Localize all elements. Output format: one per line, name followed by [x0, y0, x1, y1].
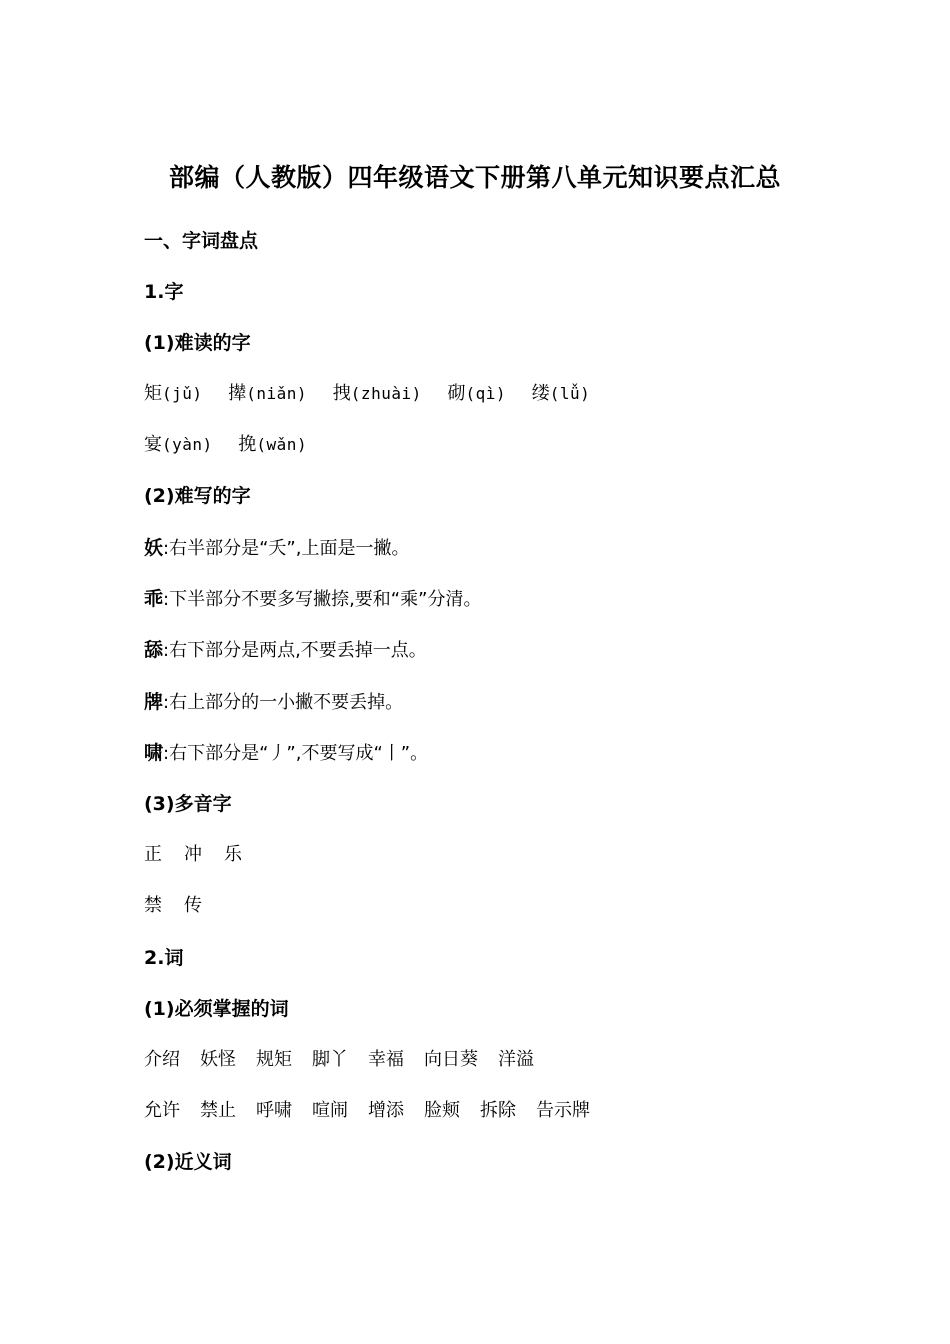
pinyin-item: 缕(lǚ) [531, 383, 591, 404]
heading-difficult-to-read: (1)难读的字 [144, 332, 251, 354]
word-item: 允许 [144, 1100, 180, 1121]
word-item: 脸颊 [424, 1100, 460, 1121]
document-title: 部编（人教版）四年级语文下册第八单元知识要点汇总 [168, 163, 781, 192]
word-item: 幸福 [368, 1049, 404, 1070]
word-item: 呼啸 [256, 1100, 292, 1121]
word-item: 拆除 [480, 1100, 516, 1121]
section-heading-word-review: 一、字词盘点 [144, 230, 259, 252]
word-item: 喧闹 [312, 1100, 348, 1121]
word-item: 介绍 [144, 1049, 180, 1070]
difficult-read-row-2 [144, 431, 307, 459]
heading-polyphonic: (3)多音字 [144, 793, 232, 815]
difficult-write-item: 啸:右下部分是“丿”,不要写成“丨”。 [144, 742, 429, 764]
word-item: 规矩 [256, 1049, 292, 1070]
word-item: 妖怪 [200, 1049, 236, 1070]
difficult-read-row-1 [144, 380, 590, 408]
word-item: 洋溢 [498, 1049, 534, 1070]
pinyin-item: 矩(jǔ) [144, 383, 203, 404]
difficult-write-item: 妖:右半部分是“夭”,上面是一撇。 [144, 537, 410, 559]
word-item: 禁止 [200, 1100, 236, 1121]
pinyin-item: 砌(qì) [447, 383, 506, 404]
must-master-row-2 [144, 1097, 590, 1125]
pinyin-item: 宴(yàn) [144, 434, 213, 455]
heading-difficult-to-write: (2)难写的字 [144, 485, 251, 507]
difficult-write-item: 舔:右下部分是两点,不要丢掉一点。 [144, 639, 427, 661]
pinyin-item: 撵(niǎn) [228, 383, 308, 404]
polyphonic-row-1: 正 冲 乐 [144, 844, 242, 865]
word-item: 告示牌 [536, 1100, 590, 1121]
subsection-characters: 1.字 [144, 281, 184, 303]
word-item: 向日葵 [424, 1049, 478, 1070]
heading-must-master: (1)必须掌握的词 [144, 998, 289, 1020]
pinyin-item: 挽(wǎn) [238, 434, 308, 455]
heading-synonyms: (2)近义词 [144, 1151, 232, 1173]
pinyin-item: 拽(zhuài) [332, 383, 422, 404]
difficult-write-item: 牌:右上部分的一小撇不要丢掉。 [144, 691, 404, 713]
subsection-words: 2.词 [144, 947, 184, 969]
word-item: 增添 [368, 1100, 404, 1121]
must-master-row-1 [144, 1046, 534, 1074]
polyphonic-row-2: 禁 传 [144, 895, 202, 916]
difficult-write-item: 乖:下半部分不要多写撇捺,要和“乘”分清。 [144, 588, 482, 610]
word-item: 脚丫 [312, 1049, 348, 1070]
